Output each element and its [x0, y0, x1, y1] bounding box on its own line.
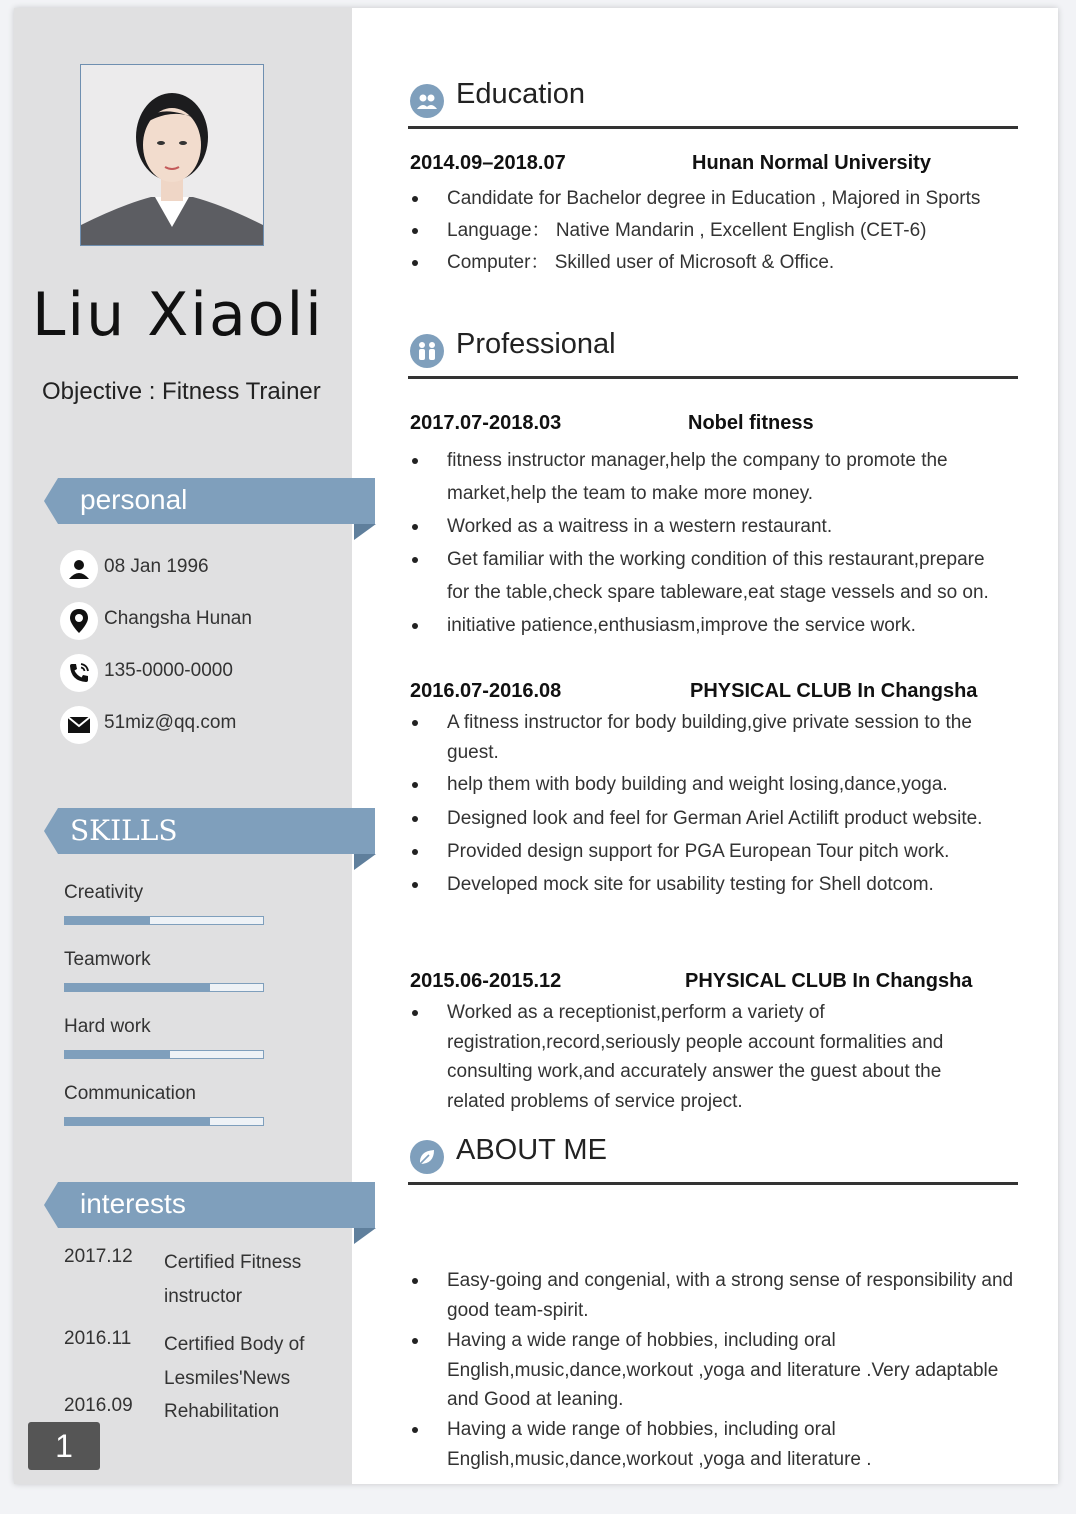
leaf-icon [410, 1140, 444, 1174]
about-header [408, 1132, 1018, 1185]
personal-banner [44, 478, 376, 538]
job-bullets [410, 708, 1000, 901]
skill-bar-fill [65, 917, 150, 924]
interest-text: Rehabilitation [164, 1401, 280, 1422]
interest-date: 2017.12 [64, 1246, 133, 1267]
interest-text: Certified Body of Lesmiles'News [164, 1334, 305, 1389]
education-entry-header [410, 152, 931, 175]
page-number-badge: 1 [28, 1422, 100, 1470]
skills-banner [44, 808, 376, 868]
job-entry-header [410, 412, 814, 435]
people-group-icon [410, 334, 444, 368]
list-item: Get familiar with the working condition of this restaurant,prepare for the table,check spare tableware,eat stage vessels and so on. [410, 543, 1000, 609]
skill-hard-work [64, 1016, 274, 1059]
list-item: help them with body building and weight losing,dance,yoga. [410, 768, 1000, 802]
list-item: Easy-going and congenial, with a strong sense of responsibility and good team-spirit. [410, 1266, 1020, 1326]
list-item: Developed mock site for usability testing for Shell dotcom. [410, 868, 1000, 901]
list-item: A fitness instructor for body building,give private session to the guest. [410, 708, 1000, 768]
list-item: fitness instructor manager,help the company to promote the market,help the team to make more money. [410, 444, 1000, 510]
profile-photo [80, 64, 264, 246]
full-name: Liu Xiaoli [32, 280, 324, 350]
job-bullets [410, 998, 1000, 1116]
personal-heading: personal [80, 484, 188, 515]
skill-bar [64, 916, 264, 925]
skill-label: Creativity [64, 882, 144, 903]
skill-label: Hard work [64, 1016, 151, 1037]
skill-label: Teamwork [64, 949, 151, 970]
list-item: Worked as a waitress in a western restaurant. [410, 510, 1000, 543]
job-entry-header [410, 680, 978, 703]
job-bullets [410, 444, 1000, 642]
education-bullets [410, 183, 1020, 279]
skill-label: Communication [64, 1083, 196, 1104]
mail-icon [60, 706, 98, 744]
interest-text: Certified Fitness instructor [164, 1252, 302, 1307]
user-icon [60, 550, 98, 588]
list-item: Provided design support for PGA European Tour pitch work. [410, 835, 1000, 868]
education-title: Education [456, 78, 585, 110]
interests-heading: interests [80, 1188, 186, 1219]
banner-fold [354, 854, 376, 870]
skill-bar-fill [65, 984, 210, 991]
list-item: Designed look and feel for German Ariel Actilift product website. [410, 802, 1000, 835]
job-org: Nobel fitness [688, 412, 814, 434]
contact-location [60, 602, 340, 642]
job-period: 2015.06-2015.12 [410, 970, 562, 992]
list-item: Having a wide range of hobbies, including oral English,music,dance,workout ,yoga and literature .Very adaptable and Good at leaning. [410, 1326, 1020, 1415]
skill-teamwork [64, 949, 274, 992]
skill-bar [64, 1050, 264, 1059]
about-bullets [410, 1266, 1020, 1475]
email-text: 51miz@qq.com [104, 712, 237, 733]
job-entry-header [410, 970, 973, 993]
location-text: Changsha Hunan [104, 608, 252, 629]
skill-creativity [64, 882, 274, 925]
interest-date: 2016.09 [64, 1395, 133, 1416]
contact-email [60, 706, 340, 746]
job-org: PHYSICAL CLUB In Changsha [685, 970, 973, 992]
list-item: Having a wide range of hobbies, including oral English,music,dance,workout ,yoga and literature . [410, 1415, 1020, 1475]
job-period: 2016.07-2016.08 [410, 680, 562, 702]
skill-bar [64, 1117, 264, 1126]
skill-bar-fill [65, 1118, 210, 1125]
graduation-people-icon [410, 84, 444, 118]
education-school: Hunan Normal University [692, 152, 931, 174]
phone-text: 135-0000-0000 [104, 660, 233, 681]
contact-phone [60, 654, 340, 694]
banner-fold [354, 1228, 376, 1244]
about-title: ABOUT ME [456, 1134, 607, 1166]
objective: Objective : Fitness Trainer [42, 378, 321, 405]
contact-birthdate [60, 550, 340, 590]
education-period: 2014.09–2018.07 [410, 152, 566, 174]
education-header [408, 76, 1018, 129]
resume-page [14, 8, 1058, 1484]
interest-date: 2016.11 [64, 1328, 132, 1349]
birthdate-text: 08 Jan 1996 [104, 556, 209, 577]
skill-bar-fill [65, 1051, 170, 1058]
list-item: Computer： Skilled user of Microsoft & Office. [410, 247, 1020, 279]
skill-communication [64, 1083, 274, 1126]
list-item: Language： Native Mandarin , Excellent English (CET-6) [410, 215, 1020, 247]
job-org: PHYSICAL CLUB In Changsha [690, 680, 978, 702]
skill-bar [64, 983, 264, 992]
banner-fold [354, 524, 376, 540]
location-pin-icon [60, 602, 98, 640]
sidebar [14, 8, 352, 1484]
interests-banner [44, 1182, 376, 1242]
phone-icon [60, 654, 98, 692]
list-item: initiative patience,enthusiasm,improve the service work. [410, 609, 1000, 642]
professional-title: Professional [456, 328, 616, 360]
list-item: Worked as a receptionist,perform a variety of registration,record,seriously people account formalities and consulting work,and accurately answer the guest about the related problems of service project. [410, 998, 1000, 1116]
professional-header [408, 326, 1018, 379]
skills-heading: SKILLS [70, 814, 178, 847]
job-period: 2017.07-2018.03 [410, 412, 562, 434]
list-item: Candidate for Bachelor degree in Education , Majored in Sports [410, 183, 1020, 215]
